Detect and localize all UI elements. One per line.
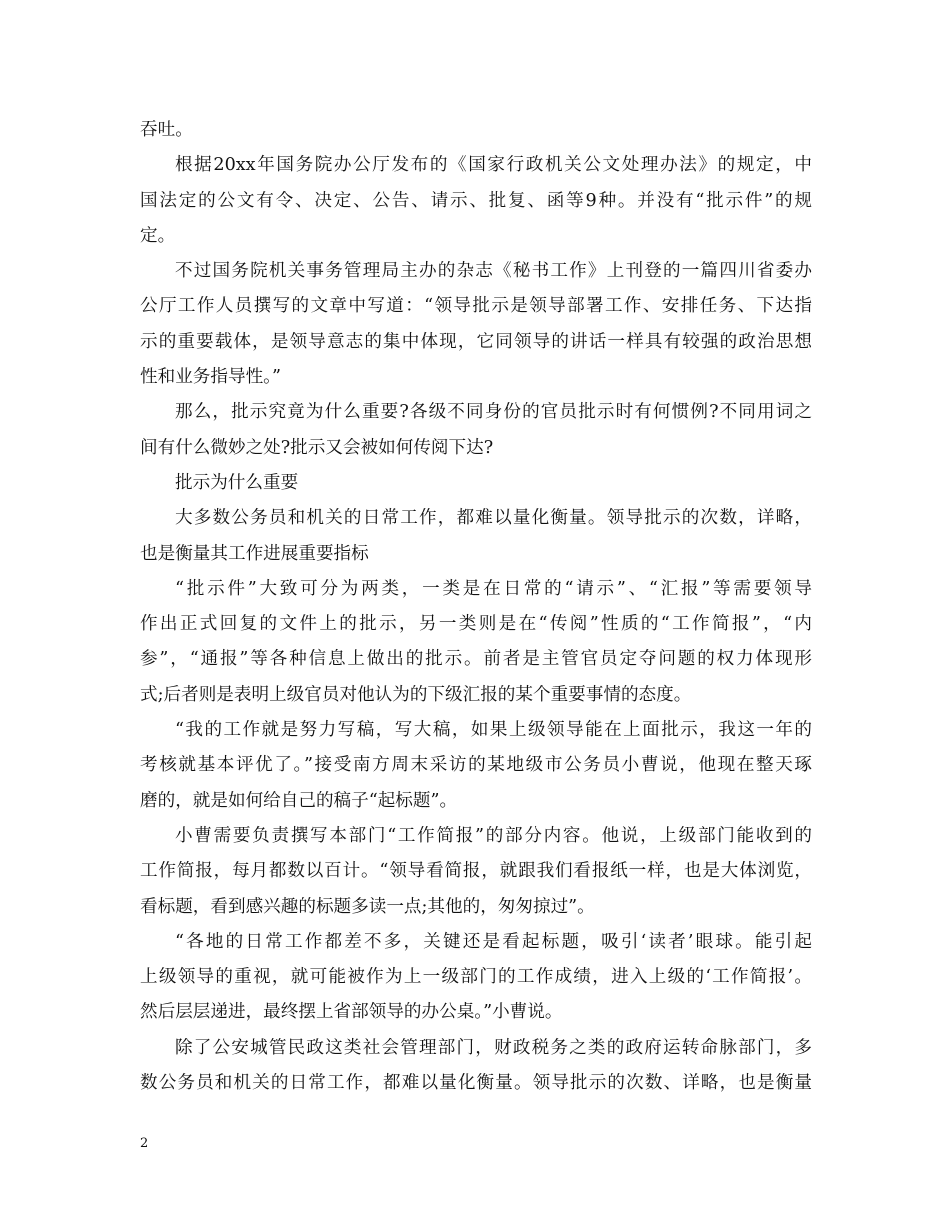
text-line: 工作简报，每月都数以百计。“领导看简报，就跟我们看报纸一样，也是大体浏览，	[140, 861, 812, 882]
text-line: 根据20xx年国务院办公厅发布的《国家行政机关公文处理办法》的规定，中	[175, 155, 812, 176]
document-body	[140, 113, 812, 1101]
text-line: 批示为什么重要	[175, 472, 299, 493]
text-line: 除了公安城管民政这类社会管理部门，财政税务之类的政府运转命脉部门，多	[175, 1037, 812, 1058]
text-line: 那么，批示究竟为什么重要?各级不同身份的官员批示时有何惯例?不同用词之	[175, 402, 812, 423]
text-line: 不过国务院机关事务管理局主办的杂志《秘书工作》上刊登的一篇四川省委办	[175, 261, 812, 282]
text-line: 式;后者则是表明上级官员对他认为的下级汇报的某个重要事情的态度。	[140, 684, 692, 705]
text-line: 参”，“通报”等各种信息上做出的批示。前者是主管官员定夺问题的权力体现形	[140, 649, 812, 670]
text-line: 示的重要载体，是领导意志的集中体现，它同领导的讲话一样具有较强的政治思想	[140, 331, 812, 352]
text-line: 数公务员和机关的日常工作，都难以量化衡量。领导批示的次数、详略，也是衡量	[140, 1073, 812, 1094]
text-line: “我的工作就是努力写稿，写大稿，如果上级领导能在上面批示，我这一年的	[175, 720, 812, 741]
text-line: 考核就基本评优了。”接受南方周末采访的某地级市公务员小曹说，他现在整天琢	[140, 755, 812, 776]
text-line: 性和业务指导性。”	[140, 367, 281, 388]
text-line: 然后层层递进，最终摆上省部领导的办公桌。”小曹说。	[140, 1002, 563, 1023]
text-line: 也是衡量其工作进展重要指标	[140, 543, 369, 564]
text-line: 大多数公务员和机关的日常工作，都难以量化衡量。领导批示的次数，详略，	[175, 508, 812, 529]
text-line: 公厅工作人员撰写的文章中写道：“领导批示是领导部署工作、安排任务、下达指	[140, 296, 812, 317]
text-line: 上级领导的重视，就可能被作为上一级部门的工作成绩，进入上级的‘工作简报’。	[140, 967, 812, 988]
text-line: 吞吐。	[140, 120, 193, 140]
text-line: 小曹需要负责撰写本部门“工作简报”的部分内容。他说，上级部门能收到的	[175, 825, 812, 846]
page-number: 2	[140, 1136, 149, 1151]
text-line: 国法定的公文有令、决定、公告、请示、批复、函等9种。并没有“批示件”的规	[140, 190, 812, 211]
text-line: 作出正式回复的文件上的批示，另一类则是在“传阅”性质的“工作简报”，“内	[140, 614, 812, 635]
text-line: “批示件”大致可分为两类，一类是在日常的“请示”、“汇报”等需要领导	[175, 578, 812, 599]
text-line: 磨的，就是如何给自己的稿子“起标题”。	[140, 790, 458, 811]
text-line: “各地的日常工作都差不多，关键还是看起标题，吸引‘读者’眼球。能引起	[175, 931, 812, 952]
text-line: 间有什么微妙之处?批示又会被如何传阅下达?	[140, 437, 494, 458]
text-line: 看标题，看到感兴趣的标题多读一点;其他的，匆匆掠过”。	[140, 896, 595, 917]
text-line: 定。	[140, 225, 176, 246]
